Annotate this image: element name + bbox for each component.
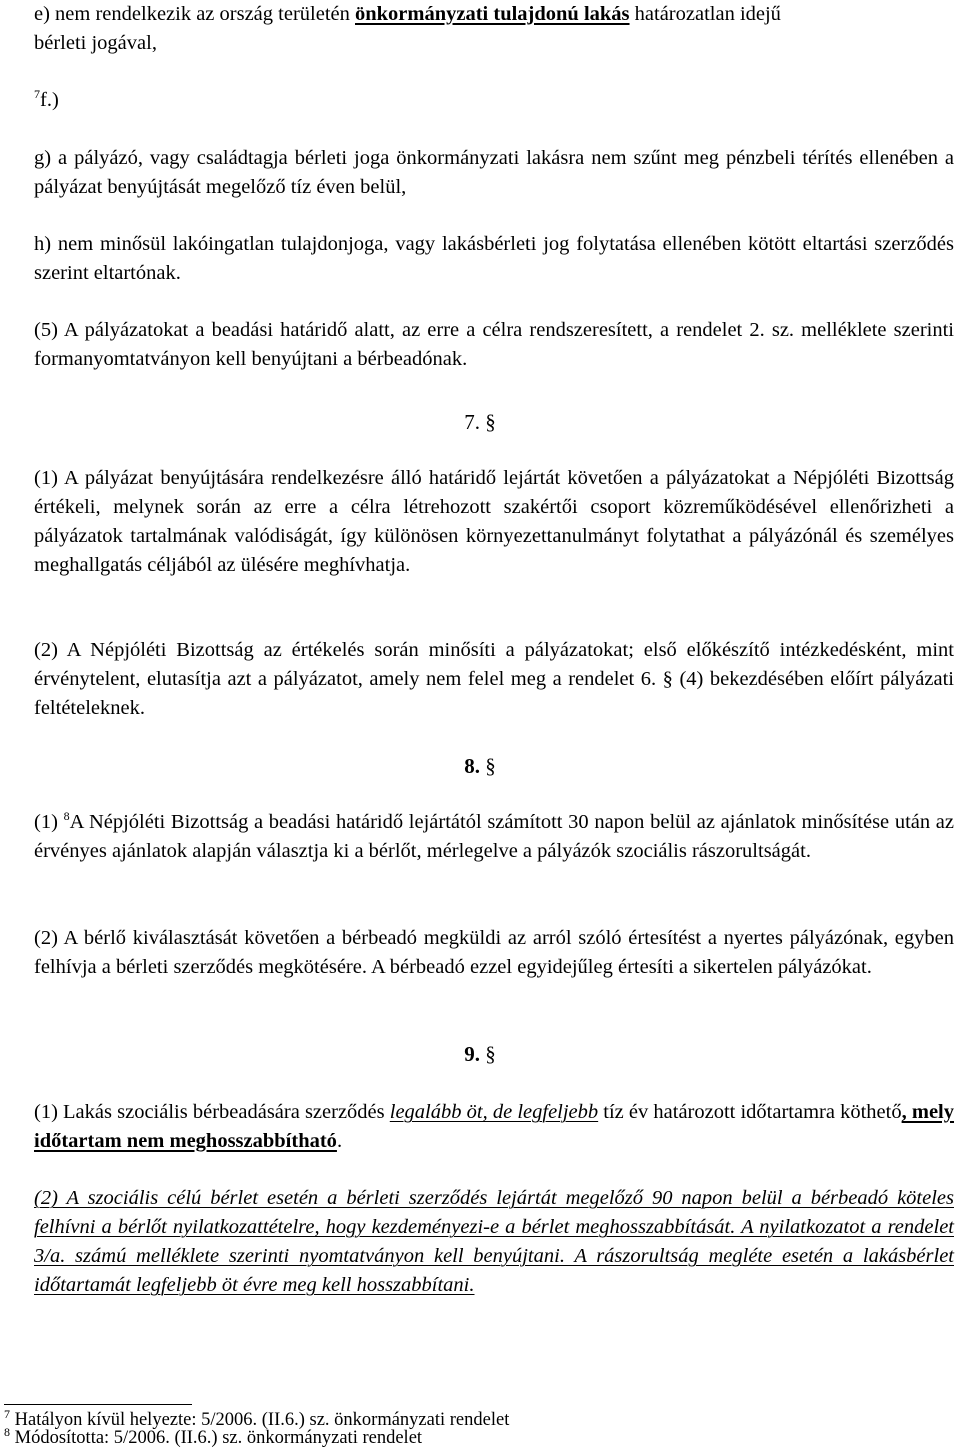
item-f-label: f.) [40, 89, 59, 111]
section-7-paragraph-2: (2) A Népjóléti Bizottság az értékelés során minősíti a pályázatokat; első előkészítő intézkedésként, mint érvénytelent, elutasítja azt a pályázatot, amely nem felel meg a rendelet 6. § (4) bekezdésében előírt pályázati feltételeknek. [34, 639, 954, 719]
item-g: g) a pályázó, vagy családtagja bérleti joga önkormányzati lakásra nem szűnt meg pénzbeli térítés ellenében a pályázat benyújtását megelőző tíz éven belül, [34, 147, 954, 198]
item-e-text-end: határozatlan idejű [629, 3, 781, 25]
paragraph-text: A Népjóléti Bizottság a beadási határidő lejártától számított 30 napon belül az ajánlatok minősítése után az érvényes ajánlatok alapján választja ki a bérlőt, mérlegelve a pályázók szociális rászorultságát. [34, 811, 955, 862]
section-9-paragraph-2: (2) A szociális célú bérlet esetén a bérleti szerződés lejártát megelőző 90 napon belül a bérbeadó köteles felhívni a bérlőt nyilatkozattételre, hogy kezdeményezi-e a bérlet meghosszabbítását. A nyilatkozatot a rendelet 3/a. számú melléklete szerinti nyomtatványon kell benyújtani. A rászorultság megléte esetén a lakásbérlet időtartamát legfeljebb öt évre meg kell hosszabbítani. [34, 1187, 954, 1296]
item-f [34, 86, 954, 115]
footnote-8 [4, 1424, 423, 1449]
section-number: 7. [464, 410, 480, 434]
footnote-number: 7 [4, 1406, 10, 1421]
paragraph-bold-underlined: , mely időtartam nem meghosszabbítható [34, 1101, 954, 1152]
paragraph-text: (1) Lakás szociális bérbeadására szerződés [34, 1101, 390, 1123]
paragraph-number: (1) [34, 811, 64, 833]
footnote-text: Módosította: 5/2006. (II.6.) sz. önkormányzati rendelet [14, 1428, 423, 1448]
section-8-paragraph-2: (2) A bérlő kiválasztását követően a bérbeadó megküldi az arról szóló értesítést a nyertes pályázónak, egyben felhívja a bérleti szerződés megkötésére. A bérbeadó ezzel egyidejűleg értesíti a sikertelen pályázókat. [34, 927, 954, 978]
item-h: h) nem minősül lakóingatlan tulajdonjoga, vagy lakásbérleti jog folytatása ellenében kötött eltartási szerződés szerint eltartónak. [34, 233, 954, 284]
item-e-emphasis: önkormányzati tulajdonú lakás [355, 3, 630, 25]
paragraph-end: . [336, 1130, 343, 1152]
section-7-heading [0, 408, 960, 437]
paragraph-italic-underlined: legalább öt, de legfeljebb [389, 1101, 599, 1123]
footnote-ref-7: 7 [34, 87, 40, 102]
item-e-text: e) nem rendelkezik az ország területén [34, 3, 355, 25]
section-symbol: § [485, 1042, 496, 1066]
section-9-heading [0, 1040, 960, 1069]
section-8-heading [0, 752, 960, 781]
paragraph-text-continued: tíz év határozott időtartamra köthető [598, 1101, 902, 1123]
footnote-number: 8 [4, 1424, 10, 1439]
item-e [34, 0, 954, 58]
paragraph-5: (5) A pályázatokat a beadási határidő alatt, az erre a célra rendszeresített, a rendelet 2. sz. melléklete szerinti formanyomtatványon kell benyújtani a bérbeadónak. [34, 319, 954, 370]
item-e-line2: bérleti jogával, [34, 32, 157, 54]
section-number: 9. [464, 1042, 480, 1066]
section-9-paragraph-1 [34, 1098, 954, 1156]
footnote-text: Hatályon kívül helyezte: 5/2006. (II.6.) sz. önkormányzati rendelet [14, 1410, 510, 1430]
section-symbol: § [485, 410, 496, 434]
section-8-paragraph-1 [34, 808, 954, 866]
footnote-ref-8: 8 [63, 809, 70, 824]
section-7-paragraph-1: (1) A pályázat benyújtására rendelkezésre álló határidő lejártát követően a pályázatokat a Népjóléti Bizottság értékeli, melynek során az erre a célra létrehozott szakértői csoport közreműködésével ellenőrizheti a pályázatok tartalmának valódiságát, így különösen környezettanulmányt folytathat a pályázónál és személyes meghallgatás céljából az ülésére meghívhatja. [34, 467, 954, 576]
section-symbol: § [485, 754, 496, 778]
section-number: 8. [464, 754, 480, 778]
footnote-divider [4, 1404, 192, 1405]
